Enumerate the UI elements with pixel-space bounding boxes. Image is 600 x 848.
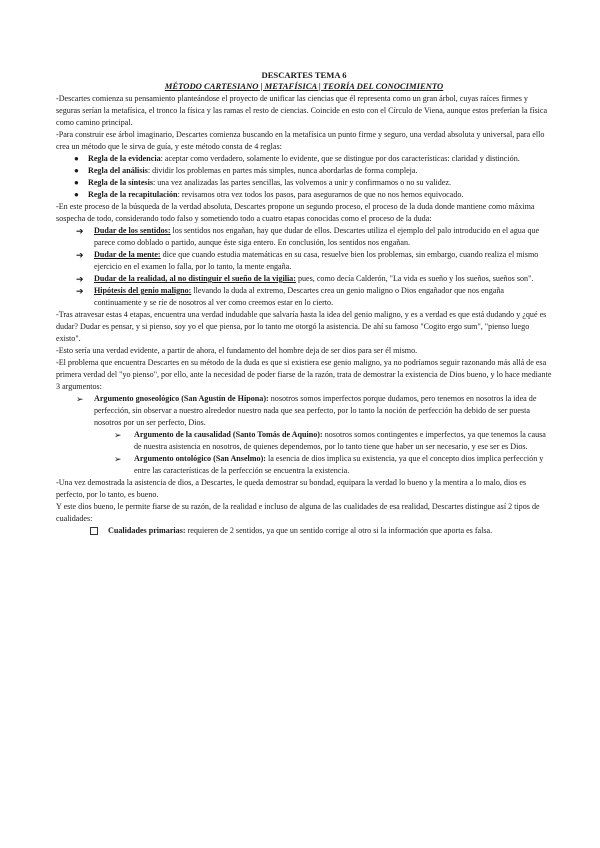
list-item [56, 453, 552, 477]
paragraph: -Para construir ese árbol imaginario, Descartes comienza buscando en la metafísica un punto firme y seguro, una verdad absoluta y universal, para ello crea un método que le sirva de guía, y este método consta de 4 reglas: [56, 130, 545, 151]
rule-text: : aceptar como verdadero, solamente lo evidente, que se distingue por dos características: claridad y distinción. [160, 154, 520, 163]
paragraph: -En este proceso de la búsqueda de la verdad absoluta, Descartes propone un segundo proceso, el proceso de la duda donde mantiene como máxima sospecha de todo, considerando todo falso y sometiendo todo a cuatro etapas conocidas como el proceso de la duda: [56, 202, 535, 223]
document-subtitle: MÉTODO CARTESIANO | METAFÍSICA | TEORÍA DEL CONOCIMIENTO [164, 81, 444, 91]
bullet-icon: ● [74, 190, 79, 199]
doubt-list [56, 225, 552, 309]
list-item [56, 429, 552, 453]
list-item [56, 249, 552, 273]
doubt-text: llevando la duda al extremo, Descartes crea un genio maligno o Dios engañador que nos engaña continuamente y se ríe de nosotros al ver como creemos estar en lo cierto. [94, 286, 504, 307]
checkbox-icon [90, 527, 98, 535]
doubt-label: Dudar de los sentidos: [94, 226, 171, 235]
arrow-icon: ➔ [76, 286, 84, 296]
arrow-head-icon: ➢ [114, 454, 122, 464]
list-item [56, 525, 552, 537]
list-item [56, 177, 552, 189]
rule-label: Regla de la recapitulación [88, 190, 178, 199]
document-title: DESCARTES TEMA 6 [261, 70, 347, 80]
argument-text: la esencia de dios implica su existencia, ya que el concepto dios implica perfección y entre las características de la perfección se encuentra la existencia. [134, 454, 544, 475]
arrow-icon: ➔ [76, 274, 84, 284]
paragraph: -El problema que encuentra Descartes en su método de la duda es que si existiera ese genio maligno, ya no podríamos seguir razonando más allá de esa primera verdad del "yo pienso", por ello, ante la necesidad de poder fiarse de la razón, trata de demostrar la existencia de Dios bueno, y lo hace mediante 3 argumentos: [56, 358, 552, 391]
paragraph: -Descartes comienza su pensamiento planteándose el proyecto de unificar las ciencias que él representa como un gran árbol, cuyas raíces firmes y seguras serían la metafísica, el tronco la física y las ramas el resto de ciencias. Coincide en esto con el Círculo de Viena, aunque estos preferían la física como camino principal. [56, 94, 548, 127]
list-item [56, 165, 552, 177]
rule-text: : revisamos otra vez todos los pasos, para asegurarnos de que no nos hemos equivocado. [177, 190, 464, 199]
paragraph: Y este dios bueno, le permite fiarse de su razón, de la realidad e incluso de alguna de las cualidades de esa realidad, Descartes distingue así 2 tipos de cualidades: [56, 502, 540, 523]
list-item [56, 153, 552, 165]
list-item [56, 273, 552, 285]
doubt-text: pues, como decía Calderón, "La vida es sueño y los sueños, sueños son". [295, 274, 534, 283]
argument-label: Argumento gnoseológico (San Agustín de Hipona): [94, 394, 269, 403]
argument-text: nosotros somos imperfectos porque dudamos, pero tenemos en nosotros la idea de perfección, sin observar a nuestro alrededor nuestro nada que sea perfecto, por lo tanto la noción de perfección ha debido de ser puesta nosotros por un ser perfecto, Dios. [94, 394, 537, 427]
list-item [56, 189, 552, 201]
list-item [56, 225, 552, 249]
list-item [56, 285, 552, 309]
paragraph: -Esto sería una verdad evidente, a partir de ahora, el fundamento del hombre deja de ser dios para ser él mismo. [56, 346, 418, 355]
arrow-head-icon: ➢ [76, 394, 84, 404]
document-page [56, 70, 552, 537]
rule-text: : dividir los problemas en partes más simples, nunca abordarlas de forma compleja. [147, 166, 418, 175]
doubt-label: Hipótesis del genio maligno: [94, 286, 192, 295]
arrow-icon: ➔ [76, 226, 84, 236]
paragraph: -Tras atravesar estas 4 etapas, encuentra una verdad indudable que salvaría hasta la idea del genio maligno, y es a verdad es que está dudando y ¿qué es dudar? Dudar es pensar, y si pienso, soy yo el que piensa, por lo tanto me otorgó la asistencia. De ahí su famoso "Cogito ergo sum", "pienso luego existo". [56, 310, 547, 343]
rule-label: Regla del análisis [88, 166, 148, 175]
argument-text: nosotros somos contingentes e imperfectos, ya que tenemos la causa de nuestra asistencia en nosotros, de quienes dependemos, por lo tanto tiene que haber un ser necesario, y ese ser es Dios. [134, 430, 546, 451]
doubt-text: dice que cuando estudia matemáticas en su casa, resuelve bien los problemas, sin embargo, cuando realiza el mismo ejercicio en el examen lo falla, por lo tanto, la mente engaña. [94, 250, 539, 271]
arrow-head-icon: ➢ [114, 430, 122, 440]
doubt-text: los sentidos nos engañan, hay que dudar de ellos. Descartes utiliza el ejemplo del palo introducido en el agua que parece como doblado o partido, aunque éste siga entero. En conclusión, los sentidos nos engañan. [94, 226, 540, 247]
rules-list [56, 153, 552, 201]
doubt-label: Dudar de la mente: [94, 250, 161, 259]
bullet-icon: ● [74, 166, 79, 175]
bullet-icon: ● [74, 178, 79, 187]
rule-text: : una vez analizadas las partes sencillas, las volvemos a unir y confirmamos o no su validez. [152, 178, 452, 187]
arrow-icon: ➔ [76, 250, 84, 260]
bullet-icon: ● [74, 154, 79, 163]
quality-label: Cualidades primarias: [108, 526, 186, 535]
doubt-label: Dudar de la realidad, al no distinguir el sueño de la vigilia: [94, 274, 296, 283]
paragraph: -Una vez demostrada la asistencia de dios, a Descartes, le queda demostrar su bondad, equipara la verdad lo bueno y la mentira a lo malo, dios es perfecto, por lo tanto, es bueno. [56, 478, 527, 499]
list-item [56, 393, 552, 429]
argument-label: Argumento ontológico (San Anselmo): [134, 454, 266, 463]
argument-label: Argumento de la causalidad (Santo Tomás de Aquino): [134, 430, 323, 439]
quality-text: requieren de 2 sentidos, ya que un sentido corrige al otro si la información que aporta es falsa. [185, 526, 493, 535]
rule-label: Regla de la evidencia [88, 154, 161, 163]
rule-label: Regla de la síntesis [88, 178, 153, 187]
